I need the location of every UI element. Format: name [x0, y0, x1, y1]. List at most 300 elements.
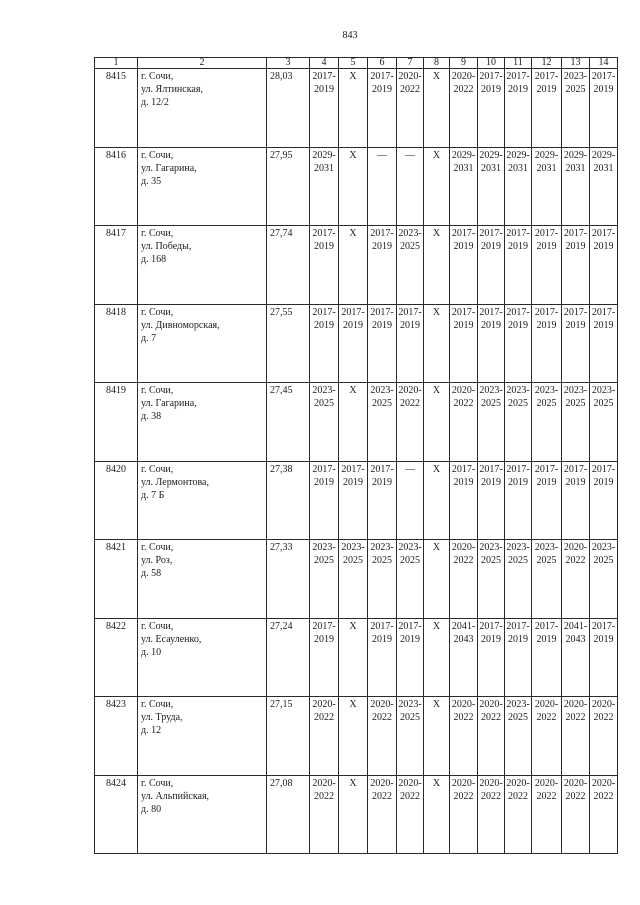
period-cell-col-13	[562, 775, 590, 854]
period-text: 2019	[593, 241, 614, 252]
period-cell-col-8	[424, 383, 450, 462]
period-text: 2019	[536, 319, 557, 331]
period-cell-col-13	[562, 147, 590, 226]
period-text: 2019	[508, 633, 528, 645]
period-cell-col-6	[368, 304, 397, 383]
period-text: 2023-	[479, 385, 503, 396]
period-cell-col-7	[397, 697, 424, 776]
column-header-1: 1	[95, 58, 138, 69]
address-line: ул. Гагарина,	[141, 162, 197, 174]
period-cell-col-6	[368, 461, 397, 540]
period-text: 2022	[372, 712, 392, 723]
period-cell-col-13	[562, 226, 590, 305]
period-cell-col-12	[532, 618, 562, 697]
period-cell-col-8	[424, 147, 450, 226]
period-text: 2022	[593, 712, 614, 723]
period-cell-col-8	[424, 618, 450, 697]
period-text: Х	[432, 777, 441, 789]
period-cell-col-14	[590, 540, 618, 619]
period-cell-col-8	[424, 540, 450, 619]
column-header-14: 14	[590, 58, 618, 69]
period-text: 2025	[314, 398, 334, 409]
period-text: 2031	[453, 162, 474, 174]
period-text: 2019	[536, 241, 557, 252]
column-header-3: 3	[267, 58, 310, 69]
period-cell-col-7	[397, 775, 424, 854]
period-text: 2017-	[479, 306, 503, 318]
period-text: 2017-	[370, 463, 394, 475]
period-text: Х	[349, 71, 357, 82]
row-number: 8420	[95, 461, 138, 540]
period-cell-col-10	[478, 226, 505, 305]
period-text: 2017-	[341, 463, 365, 475]
period-text: 2017-	[591, 306, 616, 318]
period-text: 2020-	[563, 699, 588, 710]
period-cell-col-11	[505, 697, 532, 776]
period-text: 2017-	[591, 228, 616, 239]
period-cell-col-10	[478, 461, 505, 540]
period-text: 2023-	[534, 542, 559, 553]
period-text: Х	[432, 149, 441, 161]
period-text: 2022	[453, 84, 474, 95]
period-text: 2025	[508, 398, 528, 409]
period-cell-col-6	[368, 540, 397, 619]
address-line: г. Сочи,	[141, 149, 174, 161]
period-text: 2019	[372, 476, 392, 488]
period-text: 2022	[453, 712, 474, 723]
period-text: 2019	[565, 319, 586, 331]
period-text: 2017-	[341, 306, 365, 318]
period-cell-col-9	[450, 147, 478, 226]
period-text: 2017-	[370, 620, 394, 632]
row-number: 8423	[95, 697, 138, 776]
address-line: г. Сочи,	[141, 777, 174, 789]
period-cell-col-14	[590, 697, 618, 776]
period-cell-col-11	[505, 540, 532, 619]
period-text: 2019	[508, 319, 528, 331]
period-text: Х	[349, 699, 357, 710]
row-number: 8415	[95, 69, 138, 148]
column-header-13: 13	[562, 58, 590, 69]
period-text: 2019	[453, 476, 474, 488]
period-text: 2025	[372, 398, 392, 409]
period-text: 2031	[593, 162, 614, 174]
address-line: ул. Гагарина,	[141, 398, 197, 409]
period-text: 2020-	[563, 777, 588, 789]
address-line: д. 35	[141, 175, 162, 187]
period-text: 2023-	[370, 385, 394, 396]
period-text: 2019	[372, 84, 392, 95]
period-cell-col-8	[424, 69, 450, 148]
period-text: 2019	[314, 241, 334, 252]
period-cell-col-5	[339, 226, 368, 305]
period-text: 2019	[453, 319, 474, 331]
period-text: —	[405, 149, 415, 161]
period-cell-col-8	[424, 304, 450, 383]
period-text: 2031	[481, 162, 501, 174]
period-text: 2029-	[506, 149, 530, 161]
period-text: 2031	[565, 162, 586, 174]
period-text: 2023-	[506, 699, 530, 710]
period-text: 2019	[343, 319, 363, 331]
period-cell-col-12	[532, 461, 562, 540]
address-line: г. Сочи,	[141, 228, 174, 239]
address-cell	[138, 304, 267, 383]
period-text: Х	[432, 542, 441, 553]
period-text: 2019	[481, 241, 501, 252]
table-row	[95, 618, 618, 697]
period-text: 2022	[400, 84, 420, 95]
period-text: Х	[349, 385, 357, 396]
period-text: Х	[432, 306, 441, 318]
row-number: 8417	[95, 226, 138, 305]
period-text: 2029-	[591, 149, 616, 161]
table-row	[95, 775, 618, 854]
address-line: г. Сочи,	[141, 620, 174, 632]
area-cell: 27,74	[267, 226, 310, 305]
period-cell-col-10	[478, 383, 505, 462]
period-cell-col-7	[397, 304, 424, 383]
period-text: 2019	[565, 476, 586, 488]
period-cell-col-6	[368, 69, 397, 148]
period-cell-col-9	[450, 304, 478, 383]
address-cell	[138, 540, 267, 619]
address-cell	[138, 383, 267, 462]
period-text: Х	[349, 777, 357, 789]
period-text: 2023-	[398, 228, 422, 239]
period-text: 2020-	[312, 699, 336, 710]
period-cell-col-6	[368, 618, 397, 697]
period-text: 2023-	[370, 542, 394, 553]
period-cell-col-11	[505, 69, 532, 148]
period-text: 2022	[536, 712, 557, 723]
address-line: г. Сочи,	[141, 385, 174, 396]
column-header-10: 10	[478, 58, 505, 69]
period-text: 2020-	[479, 699, 503, 710]
period-text: 2023-	[563, 71, 588, 82]
period-cell-col-7	[397, 618, 424, 697]
period-text: 2019	[593, 84, 614, 95]
period-cell-col-10	[478, 304, 505, 383]
period-cell-col-12	[532, 69, 562, 148]
period-text: 2019	[481, 319, 501, 331]
period-text: 2025	[565, 84, 586, 95]
period-text: 2025	[481, 398, 501, 409]
row-number: 8421	[95, 540, 138, 619]
period-text: 2019	[508, 476, 528, 488]
area-cell: 27,38	[267, 461, 310, 540]
period-text: 2020-	[398, 385, 422, 396]
period-cell-col-9	[450, 775, 478, 854]
address-line: г. Сочи,	[141, 542, 174, 553]
table-row	[95, 147, 618, 226]
period-cell-col-13	[562, 540, 590, 619]
period-text: 2023-	[398, 542, 422, 553]
period-text: 2017-	[479, 228, 503, 239]
period-text: 2017-	[398, 620, 422, 632]
period-text: —	[377, 149, 387, 161]
period-cell-col-7	[397, 147, 424, 226]
address-line: д. 38	[141, 411, 162, 422]
period-cell-col-14	[590, 461, 618, 540]
period-text: —	[405, 463, 415, 475]
address-line: д. 58	[141, 568, 162, 579]
area-cell: 27,45	[267, 383, 310, 462]
period-cell-col-13	[562, 304, 590, 383]
period-cell-col-4	[310, 540, 339, 619]
period-text: 2025	[372, 555, 392, 566]
period-cell-col-4	[310, 304, 339, 383]
period-cell-col-11	[505, 147, 532, 226]
period-cell-col-11	[505, 775, 532, 854]
period-text: 2025	[400, 712, 420, 723]
period-text: 2023-	[591, 385, 616, 396]
period-text: 2022	[481, 712, 501, 723]
period-text: 2017-	[451, 463, 476, 475]
period-text: 2017-	[370, 228, 394, 239]
period-text: 2029-	[479, 149, 503, 161]
period-text: 2019	[372, 319, 392, 331]
period-cell-col-4	[310, 69, 339, 148]
table-row	[95, 540, 618, 619]
address-line: д. 7	[141, 332, 157, 344]
period-text: 2017-	[591, 463, 616, 475]
period-text: 2022	[565, 712, 586, 723]
period-cell-col-9	[450, 69, 478, 148]
period-cell-col-8	[424, 226, 450, 305]
period-cell-col-10	[478, 69, 505, 148]
period-cell-col-10	[478, 618, 505, 697]
period-text: 2023-	[591, 542, 616, 553]
row-number: 8422	[95, 618, 138, 697]
area-cell: 27,95	[267, 147, 310, 226]
column-header-4: 4	[310, 58, 339, 69]
period-text: Х	[349, 149, 357, 161]
period-text: Х	[432, 620, 441, 632]
period-text: Х	[349, 228, 357, 239]
period-cell-col-5	[339, 618, 368, 697]
period-cell-col-9	[450, 461, 478, 540]
period-text: 2019	[536, 476, 557, 488]
table-row	[95, 304, 618, 383]
period-text: 2017-	[370, 306, 394, 318]
period-cell-col-11	[505, 618, 532, 697]
area-cell: 27,55	[267, 304, 310, 383]
period-cell-col-7	[397, 383, 424, 462]
period-cell-col-6	[368, 226, 397, 305]
address-cell	[138, 697, 267, 776]
period-text: 2019	[314, 633, 334, 645]
period-text: 2025	[400, 241, 420, 252]
period-cell-col-13	[562, 69, 590, 148]
period-cell-col-14	[590, 304, 618, 383]
header-row	[95, 58, 618, 69]
period-text: 2017-	[506, 463, 530, 475]
period-text: Х	[432, 463, 441, 475]
period-text: 2019	[372, 633, 392, 645]
period-cell-col-9	[450, 618, 478, 697]
period-cell-col-10	[478, 697, 505, 776]
address-cell	[138, 775, 267, 854]
address-line: ул. Дивноморская,	[141, 319, 220, 331]
period-text: 2019	[314, 476, 334, 488]
period-cell-col-4	[310, 618, 339, 697]
period-cell-col-11	[505, 304, 532, 383]
period-text: 2022	[565, 555, 586, 566]
table-row	[95, 383, 618, 462]
period-text: 2017-	[479, 71, 503, 82]
period-text: 2017-	[370, 71, 394, 82]
address-line: ул. Есауленко,	[141, 633, 202, 645]
period-cell-col-5	[339, 69, 368, 148]
column-header-6: 6	[368, 58, 397, 69]
period-cell-col-8	[424, 775, 450, 854]
period-text: 2023-	[506, 542, 530, 553]
period-text: 2025	[508, 712, 528, 723]
period-text: 2022	[453, 790, 474, 802]
period-cell-col-5	[339, 697, 368, 776]
period-text: 2017-	[591, 620, 616, 632]
period-cell-col-14	[590, 147, 618, 226]
address-cell	[138, 618, 267, 697]
period-text: 2023-	[312, 542, 336, 553]
period-text: 2017-	[506, 306, 530, 318]
period-text: 2022	[453, 555, 474, 566]
period-text: 2020-	[370, 699, 394, 710]
period-text: 2019	[314, 84, 334, 95]
period-cell-col-6	[368, 147, 397, 226]
period-text: 2023-	[398, 699, 422, 710]
period-text: 2025	[508, 555, 528, 566]
address-line: д. 10	[141, 646, 162, 658]
period-text: 2017-	[479, 620, 503, 632]
period-text: 2020-	[451, 71, 476, 82]
period-text: 2020-	[479, 777, 503, 789]
column-header-8: 8	[424, 58, 450, 69]
period-text: 2022	[481, 790, 501, 802]
period-text: 2017-	[451, 228, 476, 239]
period-text: 2031	[314, 162, 334, 174]
period-text: 2031	[508, 162, 528, 174]
period-text: 2019	[453, 241, 474, 252]
period-text: 2020-	[591, 699, 616, 710]
period-cell-col-5	[339, 304, 368, 383]
address-line: ул. Альпийская,	[141, 790, 210, 802]
period-text: 2019	[481, 476, 501, 488]
period-text: 2019	[508, 241, 528, 252]
period-text: 2017-	[312, 228, 336, 239]
period-text: 2020-	[398, 777, 422, 789]
period-cell-col-5	[339, 775, 368, 854]
period-text: Х	[432, 699, 441, 710]
period-text: 2020-	[534, 699, 559, 710]
address-line: д. 12/2	[141, 97, 169, 108]
period-text: 2017-	[534, 71, 559, 82]
period-text: 2023-	[479, 542, 503, 553]
period-cell-col-13	[562, 461, 590, 540]
row-number: 8416	[95, 147, 138, 226]
address-line: г. Сочи,	[141, 306, 174, 318]
address-line: ул. Ялтинская,	[141, 84, 203, 95]
period-text: 2017-	[506, 71, 530, 82]
period-text: 2025	[565, 398, 586, 409]
address-line: д. 12	[141, 725, 162, 736]
period-cell-col-13	[562, 618, 590, 697]
period-cell-col-14	[590, 226, 618, 305]
period-text: 2020-	[370, 777, 394, 789]
period-text: 2019	[400, 633, 420, 645]
period-text: 2020-	[506, 777, 530, 789]
period-cell-col-4	[310, 775, 339, 854]
period-cell-col-8	[424, 461, 450, 540]
period-cell-col-5	[339, 461, 368, 540]
period-text: 2025	[400, 555, 420, 566]
area-cell: 28,03	[267, 69, 310, 148]
period-cell-col-9	[450, 226, 478, 305]
period-text: 2025	[481, 555, 501, 566]
period-text: 2025	[536, 555, 557, 566]
period-text: 2019	[593, 319, 614, 331]
period-text: 2017-	[591, 71, 616, 82]
period-cell-col-12	[532, 697, 562, 776]
period-text: 2020-	[451, 542, 476, 553]
period-text: 2019	[343, 476, 363, 488]
period-text: 2019	[593, 633, 614, 645]
period-text: 2023-	[534, 385, 559, 396]
table-row	[95, 69, 618, 148]
period-text: 2041-	[451, 620, 476, 632]
period-text: 2020-	[591, 777, 616, 789]
column-header-12: 12	[532, 58, 562, 69]
period-cell-col-12	[532, 775, 562, 854]
period-text: 2022	[314, 790, 334, 802]
period-cell-col-11	[505, 383, 532, 462]
address-line: д. 7 Б	[141, 489, 165, 501]
address-line: ул. Роз,	[141, 555, 173, 566]
period-cell-col-4	[310, 697, 339, 776]
period-cell-col-14	[590, 618, 618, 697]
period-cell-col-9	[450, 540, 478, 619]
period-text: 2031	[536, 162, 557, 174]
period-text: 2019	[481, 84, 501, 95]
period-text: 2020-	[451, 385, 476, 396]
period-text: 2023-	[563, 385, 588, 396]
period-cell-col-12	[532, 226, 562, 305]
address-line: ул. Труда,	[141, 712, 183, 723]
period-text: 2029-	[534, 149, 559, 161]
area-cell: 27,33	[267, 540, 310, 619]
period-cell-col-8	[424, 697, 450, 776]
period-text: 2019	[536, 84, 557, 95]
period-text: 2017-	[312, 306, 336, 318]
period-text: 2023-	[506, 385, 530, 396]
period-text: 2025	[536, 398, 557, 409]
period-cell-col-4	[310, 226, 339, 305]
address-cell	[138, 226, 267, 305]
period-text: 2017-	[534, 306, 559, 318]
address-line: ул. Победы,	[141, 241, 192, 252]
period-text: 2019	[481, 633, 501, 645]
period-cell-col-5	[339, 147, 368, 226]
period-text: 2025	[343, 555, 363, 566]
period-cell-col-5	[339, 383, 368, 462]
period-text: 2020-	[451, 699, 476, 710]
period-text: 2020-	[312, 777, 336, 789]
period-text: 2022	[508, 790, 528, 802]
period-cell-col-4	[310, 147, 339, 226]
period-text: 2019	[565, 241, 586, 252]
period-text: 2022	[400, 398, 420, 409]
